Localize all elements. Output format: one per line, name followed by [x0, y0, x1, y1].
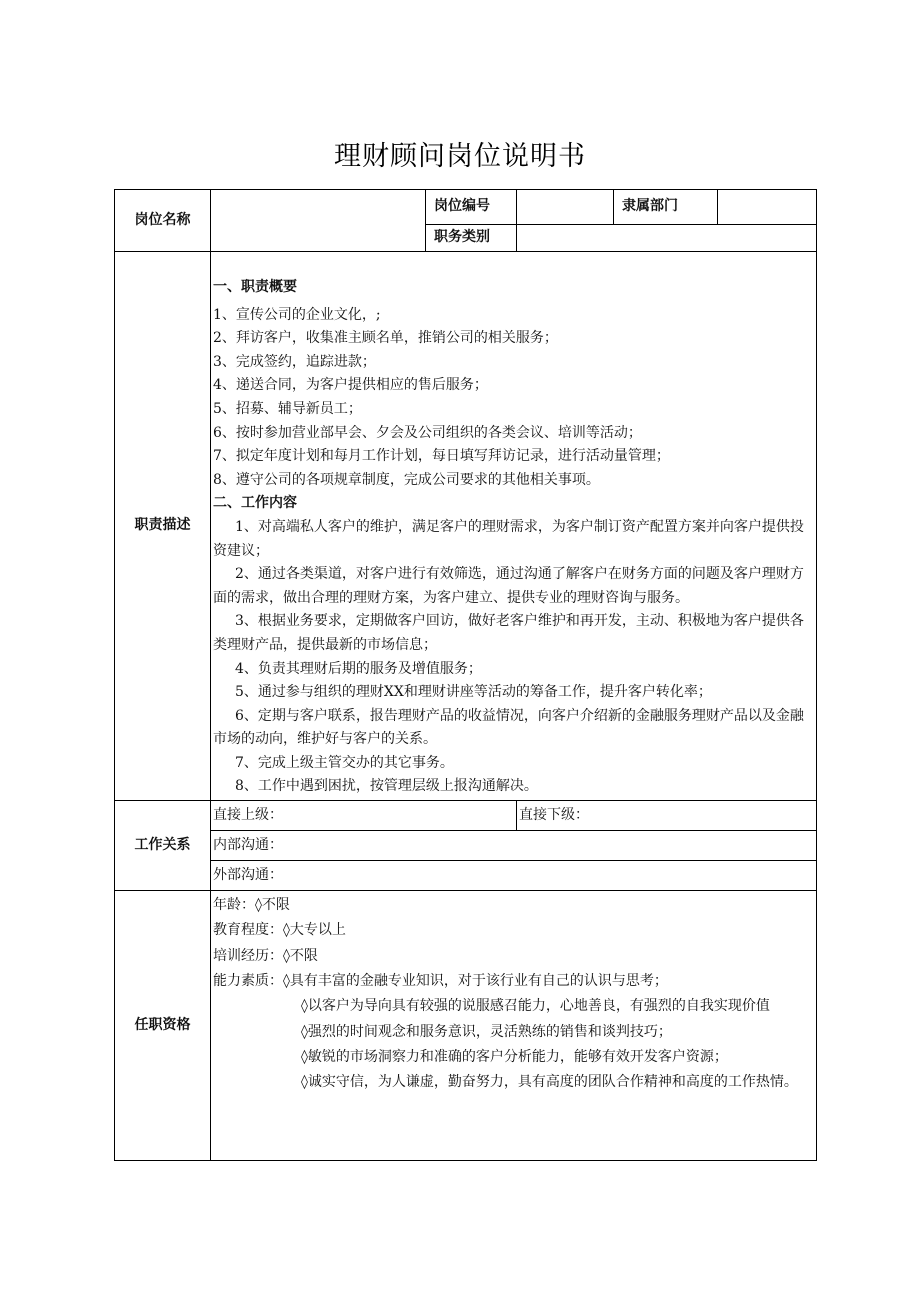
- content-list: [213, 516, 814, 799]
- qualifications-row: [115, 891, 817, 1161]
- department-label: 隶属部门: [614, 190, 718, 225]
- page-title: 理财顾问岗位说明书: [334, 141, 586, 172]
- relations-row-2: [115, 831, 817, 861]
- duties-label: 职责描述: [115, 252, 211, 801]
- content-item: 5、通过参与组织的理财XX和理财讲座等活动的筹备工作，提升客户转化率；: [235, 684, 712, 701]
- summary-title: 一、职责概要: [213, 279, 297, 295]
- position-code-label: 岗位编号: [426, 190, 517, 225]
- direct-superior: 直接上级：: [211, 801, 517, 831]
- ability-item: ◊强烈的时间观念和服务意识，灵活熟练的销售和谈判技巧；: [301, 1023, 672, 1040]
- qual-training: 培训经历：◊不限: [213, 947, 318, 964]
- content-item: 3、根据业务要求，定期做客户回访，做好老客户维护和再开发，主动、积极地为客户提供各类理财产品，提供最新的市场信息；: [213, 613, 804, 653]
- content-item: 2、通过各类渠道，对客户进行有效筛选，通过沟通了解客户在财务方面的问题及客户理财方面的需求，做出合理的理财方案，为客户建立、提供专业的理财咨询与服务。: [213, 566, 804, 606]
- qualifications-content: [211, 891, 817, 1161]
- summary-item: 3、完成签约，追踪进款；: [213, 353, 376, 370]
- content-item: 4、负责其理财后期的服务及增值服务；: [235, 660, 482, 677]
- relations-label: 工作关系: [115, 801, 211, 891]
- content-item: 1、对高端私人客户的维护，满足客户的理财需求，为客户制订资产配置方案并向客户提供投资建议；: [213, 518, 804, 559]
- ability-item: ◊诚实守信，为人谦虚，勤奋努力，具有高度的团队合作精神和高度的工作热情。: [301, 1074, 798, 1091]
- qual-education: 教育程度：◊大专以上: [213, 922, 346, 939]
- job-category-label: 职务类别: [426, 225, 517, 252]
- department-value[interactable]: [718, 190, 817, 225]
- duties-row: [115, 252, 817, 801]
- position-name-value[interactable]: [211, 190, 426, 252]
- position-name-label: 岗位名称: [115, 190, 211, 252]
- internal-communication: 内部沟通：: [211, 831, 817, 861]
- summary-item: 5、招募、辅导新员工；: [213, 400, 362, 417]
- job-category-value[interactable]: [517, 225, 817, 252]
- external-communication: 外部沟通：: [211, 861, 817, 891]
- relations-row-3: [115, 861, 817, 891]
- summary-item: 4、递送合同，为客户提供相应的售后服务；: [213, 377, 488, 394]
- position-code-value[interactable]: [517, 190, 614, 225]
- summary-item: 8、遵守公司的各项规章制度，完成公司要求的其他相关事项。: [213, 471, 600, 488]
- summary-item: 2、拜访客户，收集准主顾名单，推销公司的相关服务；: [213, 330, 558, 347]
- summary-item: 7、拟定年度计划和每月工作计划，每日填写拜访记录，进行活动量管理；: [213, 448, 670, 465]
- content-title: 二、工作内容: [213, 495, 297, 512]
- summary-list: [213, 304, 814, 493]
- direct-subordinate: 直接下级：: [517, 801, 817, 831]
- qualifications-label: 任职资格: [115, 891, 211, 1161]
- ability-item: ◊敏锐的市场洞察力和准确的客户分析能力，能够有效开发客户资源；: [301, 1048, 728, 1065]
- content-item: 8、工作中遇到困扰，按管理层级上报沟通解决。: [235, 778, 538, 795]
- duties-content: [211, 252, 817, 801]
- ability-item: ◊以客户为导向具有较强的说服感召能力，心地善良，有强烈的自我实现价值: [301, 998, 770, 1015]
- qual-age: 年龄：◊不限: [213, 897, 290, 914]
- qual-ability-first: 能力素质：◊具有丰富的金融专业知识，对于该行业有自己的认识与思考；: [213, 972, 668, 989]
- summary-item: 1、宣传公司的企业文化，;: [213, 306, 381, 323]
- job-description-table: [114, 189, 817, 1161]
- ability-list: [213, 994, 814, 1095]
- relations-row-1: [115, 801, 817, 831]
- header-row-1: [115, 190, 817, 225]
- summary-item: 6、按时参加营业部早会、夕会及公司组织的各类会议、培训等活动；: [213, 424, 642, 441]
- content-item: 6、定期与客户联系，报告理财产品的收益情况，向客户介绍新的金融服务理财产品以及金融市场的动向，维护好与客户的关系。: [213, 707, 804, 748]
- content-item: 7、完成上级主管交办的其它事务。: [235, 754, 454, 771]
